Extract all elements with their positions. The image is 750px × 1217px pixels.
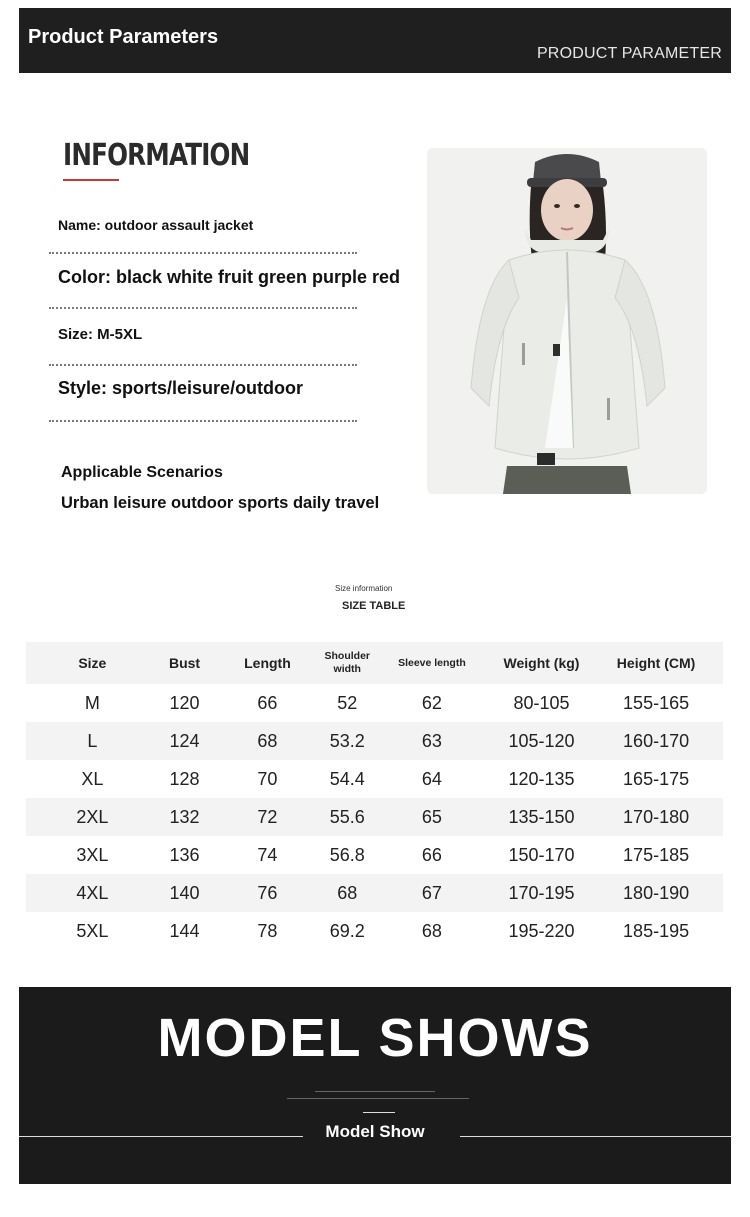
table-cell: 5XL <box>76 920 109 941</box>
table-cell: 2XL <box>76 806 109 827</box>
table-cell: 76 <box>257 882 278 903</box>
table-row <box>26 722 723 760</box>
table-cell: 66 <box>257 692 278 713</box>
table-cell: 52 <box>337 692 358 713</box>
table-cell: 144 <box>169 920 200 941</box>
column-header: Shoulder width <box>324 650 371 675</box>
table-cell: 69.2 <box>329 920 365 941</box>
column-header: Length <box>244 655 291 671</box>
table-cell: 136 <box>169 844 200 865</box>
information-heading: INFORMATION <box>63 138 250 173</box>
spec-color: Color: black white fruit green purple red <box>58 267 401 287</box>
table-cell: 165-175 <box>623 768 690 789</box>
column-header: Bust <box>168 655 201 671</box>
table-cell: 68 <box>257 730 278 751</box>
table-cell: 78 <box>257 920 278 941</box>
table-cell: 62 <box>421 692 442 713</box>
divider <box>363 1112 395 1113</box>
table-cell: 66 <box>421 844 442 865</box>
table-row <box>26 798 723 836</box>
table-cell: 195-220 <box>508 920 575 941</box>
table-cell: 53.2 <box>329 730 365 751</box>
size-information-label: Size information <box>335 584 393 593</box>
table-cell: 120 <box>169 692 200 713</box>
spec-size: Size: M-5XL <box>58 326 143 343</box>
table-cell: 55.6 <box>329 806 365 827</box>
table-cell: 185-195 <box>623 920 690 941</box>
table-cell: 4XL <box>76 882 109 903</box>
header-title: Product Parameters <box>28 26 219 48</box>
jacket-model-illustration <box>427 148 707 494</box>
table-cell: 175-185 <box>623 844 690 865</box>
table-cell: 68 <box>421 920 442 941</box>
divider <box>49 420 357 422</box>
spec-name: Name: outdoor assault jacket <box>58 217 254 233</box>
table-cell: 120-135 <box>508 768 575 789</box>
table-cell: 56.8 <box>329 844 365 865</box>
table-row <box>26 760 723 798</box>
column-header: Size <box>78 655 107 671</box>
table-cell: 80-105 <box>513 692 570 713</box>
size-table-title: SIZE TABLE <box>342 600 406 612</box>
heading-underline <box>63 179 119 181</box>
table-cell: 124 <box>169 730 200 751</box>
table-cell: 140 <box>169 882 200 903</box>
column-header: Height (CM) <box>616 655 696 671</box>
table-cell: 155-165 <box>623 692 690 713</box>
header-subtitle: PRODUCT PARAMETER <box>536 45 722 62</box>
fine-print-decoration <box>315 1091 435 1092</box>
size-table <box>26 642 723 950</box>
size-table-header-row <box>26 642 723 684</box>
table-cell: 63 <box>421 730 442 751</box>
table-cell: 54.4 <box>329 768 365 789</box>
fine-print-decoration <box>287 1098 469 1099</box>
header-bar <box>19 8 731 73</box>
table-row <box>26 684 723 722</box>
table-cell: 64 <box>421 768 442 789</box>
table-cell: 150-170 <box>508 844 575 865</box>
divider <box>49 307 357 309</box>
model-shows-banner <box>19 987 731 1184</box>
table-row <box>26 874 723 912</box>
model-show-subtitle: Model Show <box>325 1122 425 1141</box>
column-header: Sleeve length <box>398 656 466 669</box>
divider <box>49 252 357 254</box>
table-cell: 170-195 <box>508 882 575 903</box>
table-row <box>26 836 723 874</box>
table-cell: L <box>87 730 98 751</box>
table-cell: 170-180 <box>623 806 690 827</box>
scenario-text: Urban leisure outdoor sports daily travel <box>61 494 380 512</box>
table-row <box>26 912 723 950</box>
scenario-label: Applicable Scenarios <box>61 464 223 481</box>
column-header: Weight (kg) <box>503 655 580 671</box>
table-cell: 128 <box>169 768 200 789</box>
spec-style: Style: sports/leisure/outdoor <box>58 378 304 398</box>
table-cell: 132 <box>169 806 200 827</box>
model-photo <box>427 148 707 494</box>
table-cell: 74 <box>257 844 278 865</box>
table-cell: 105-120 <box>508 730 575 751</box>
table-cell: 180-190 <box>623 882 690 903</box>
table-cell: 160-170 <box>623 730 690 751</box>
divider <box>49 364 357 366</box>
table-cell: 67 <box>421 882 442 903</box>
table-cell: 3XL <box>76 844 109 865</box>
table-cell: 135-150 <box>508 806 575 827</box>
table-cell: 65 <box>421 806 442 827</box>
table-cell: 70 <box>257 768 278 789</box>
table-cell: M <box>84 692 100 713</box>
model-shows-title: MODEL SHOWS <box>157 1008 593 1068</box>
table-cell: 68 <box>337 882 358 903</box>
table-cell: 72 <box>257 806 278 827</box>
table-cell: XL <box>81 768 104 789</box>
